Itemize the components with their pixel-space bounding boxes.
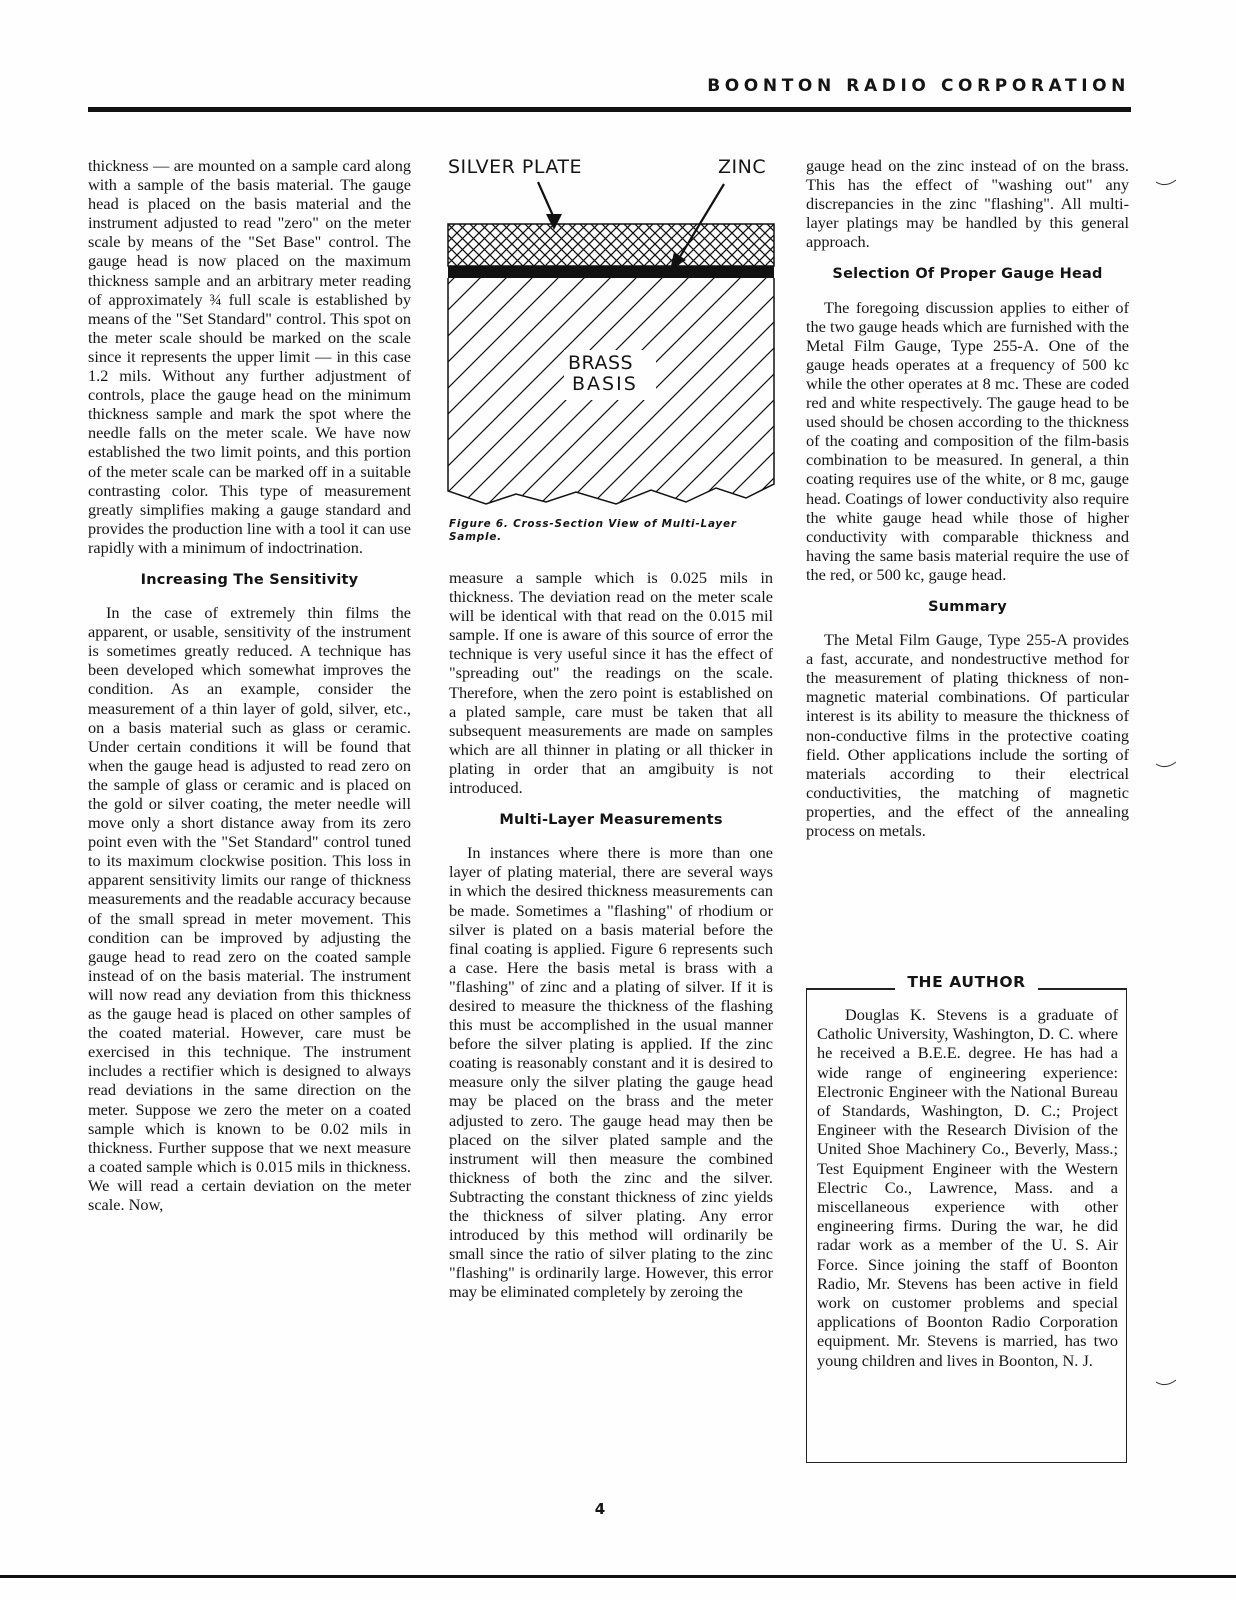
- figure-label-basis: BASIS: [572, 373, 638, 395]
- column-3: [806, 156, 1129, 840]
- paragraph: Douglas K. Stevens is a graduate of Catholic University, Washington, D. C. where he received a B.E.E. degree. He has had a wide range of engineering experience: Electronic Engineer with the National Bureau of Standards, Washington, D. C.; Project Engineer with the Research Division of the United Shoe Machinery Co., Beverly, Mass.; Test Equipment Engineer with the Western Electric Co., Lawrence, Mass. and a miscellaneous experience with other engineering firms. During the war, he did radar work as a member of the U. S. Air Force. Since joining the staff of Boonton Radio, Mr. Stevens has been active in field work on customer problems and special applications of Boonton Radio Corporation equipment. Mr. Stevens is married, has two young children and lives in Boonton, N. J.: [817, 1005, 1118, 1370]
- paragraph: In instances where there is more than one layer of plating material, there are several ways in which the desired thickness measurements can be made. Sometimes a "flashing" of rhodium or silver is plated on a basis material before the final coating is applied. Figure 6 represents such a case. Here the basis metal is brass with a "flashing" of zinc and a plating of silver. If it is desired to measure the thickness of the flashing this must be accomplished in the usual manner before the silver plating is applied. If the zinc coating is reasonably constant and it is desired to measure only the silver plating the gauge head may be placed on the brass and the meter adjusted to zero. The gauge head may then be placed on the silver plated sample and the instrument will then measure the combined thickness of both the zinc and the silver. Subtracting the constant thickness of zinc yields the thickness of silver plating. Any error introduced by this method will ordinarily be small since the ratio of silver plating to the zinc "flashing" is ordinarily large. However, this error may be eliminated completely by zeroing the: [449, 843, 773, 1302]
- running-header: BOONTON RADIO CORPORATION: [707, 76, 1130, 96]
- footer-rule: [0, 1575, 1236, 1578]
- header-rule: [88, 107, 1131, 112]
- paragraph: The foregoing discussion applies to either of the two gauge heads which are furnished with the Metal Film Gauge, Type 255-A. One of the gauge heads operates at a frequency of 500 kc while the other operates at 8 mc. These are coded red and white respectively. The gauge head to be used should be chosen according to the thickness of the coating and composition of the film-basis combination to be measured. In general, a thin coating requires use of the white, or 8 mc, gauge head. Coatings of lower conductivity also require the white gauge head while those of higher conductivity with comparable thickness and having the same basis material require the use of the red, or 500 kc, gauge head.: [806, 297, 1129, 584]
- column-2: [449, 568, 773, 1301]
- figure-label-silver-plate: SILVER PLATE: [448, 156, 583, 178]
- paragraph: In the case of extremely thin films the apparent, or usable, sensitivity of the instrument is sometimes greatly reduced. A technique has been developed which somewhat improves the condition. As an example, consider the measurement of a thin layer of gold, silver, etc., on a basis material such as glass or ceramic. Under certain conditions it will be found that when the gauge head is adjusted to read zero on the sample of glass or ceramic and is placed on the gold or silver coating, the meter needle will move only a short distance away from its zero point even with the "Set Standard" control tuned to its maximum clockwise position. This loss in apparent sensitivity limits our range of thickness measurements and the readable accuracy because of the small spread in meter movement. This condition can be improved by adjusting the gauge head to read zero on the coated sample instead of on the basis material. The instrument will now read any deviation from this thickness as the gauge head is placed on other samples of the coated material. However, care must be exercised in this technique. The instrument includes a rectifier which is designed to always read deviations in the same direction on the meter. Suppose we zero the meter on a coated sample which is known to be 0.02 mils in thickness. Further suppose that we next measure a coated sample which is 0.015 mils in thickness. We will read a certain deviation on the meter scale. Now,: [88, 603, 411, 1214]
- column-1: [88, 156, 411, 1214]
- author-box-title: THE AUTHOR: [907, 973, 1026, 991]
- author-box: [806, 973, 1127, 1463]
- section-heading-summary: Summary: [928, 598, 1007, 615]
- figure-label-brass: BRASS: [568, 352, 634, 374]
- page-number: 4: [594, 1500, 606, 1518]
- margin-mark: [1156, 178, 1176, 188]
- silver-plate-layer: [448, 224, 774, 266]
- silver-pointer-line: [538, 182, 554, 218]
- paragraph: gauge head on the zinc instead of on the brass. This has the effect of "washing out" any discrepancies in the zinc "flashing". All multi-layer platings may be handled by this general approach.: [806, 156, 1129, 252]
- author-bio: [817, 1005, 1118, 1370]
- figure-6-cross-section: [446, 156, 776, 516]
- section-heading-increasing-sensitivity: Increasing The Sensitivity: [140, 571, 359, 588]
- margin-mark: [1156, 1378, 1176, 1388]
- section-heading-multi-layer: Multi-Layer Measurements: [499, 812, 723, 829]
- paragraph: thickness — are mounted on a sample card along with a sample of the basis material. The gauge head is placed on the basis material and the instrument adjusted to read "zero" on the meter scale by means of the "Set Base" control. The gauge head is now placed on the maximum thickness sample and an arbitrary meter reading of approximately ¾ full scale is established by means of the "Set Standard" control. This spot on the meter scale should be marked on the scale since it represents the upper limit — in this case 1.2 mils. Without any further adjustment of controls, place the gauge head on the minimum thickness sample and mark the spot where the needle falls on the meter scale. We have now established the two limit points, and this portion of the meter scale can be marked off in a suitable contrasting color. This type of measurement greatly simplifies making a gauge standard and provides the production line with a tool it can use rapidly with a minimum of indoctrination.: [88, 156, 411, 557]
- section-heading-gauge-head: Selection Of Proper Gauge Head: [832, 266, 1103, 283]
- figure-caption: Figure 6. Cross-Section View of Multi-Layer Sample.: [449, 518, 737, 543]
- zinc-flashing-layer: [448, 266, 774, 278]
- cross-section-diagram: [446, 156, 776, 516]
- paragraph: The Metal Film Gauge, Type 255-A provides a fast, accurate, and nondestructive method for the measurement of plating thickness of non-magnetic material combinations. Of particular interest is its ability to measure the thickness of non-conductive films in the protective coating field. Other applications include the sorting of materials according to their electrical conductivities, the matching of magnetic properties, and the effect of the annealing process on metals.: [806, 630, 1129, 840]
- figure-label-zinc: ZINC: [718, 156, 767, 178]
- margin-mark: [1156, 760, 1176, 770]
- paragraph: measure a sample which is 0.025 mils in thickness. The deviation read on the meter scale will be identical with that read on the 0.015 mil sample. If one is aware of this source of error the technique is very useful since it has the effect of "spreading out" the readings on the scale. Therefore, when the zero point is established on a plated sample, care must be taken that all subsequent measurements are made on samples which are all thinner in plating or all thicker in plating in order that an amgibuity is not introduced.: [449, 568, 773, 798]
